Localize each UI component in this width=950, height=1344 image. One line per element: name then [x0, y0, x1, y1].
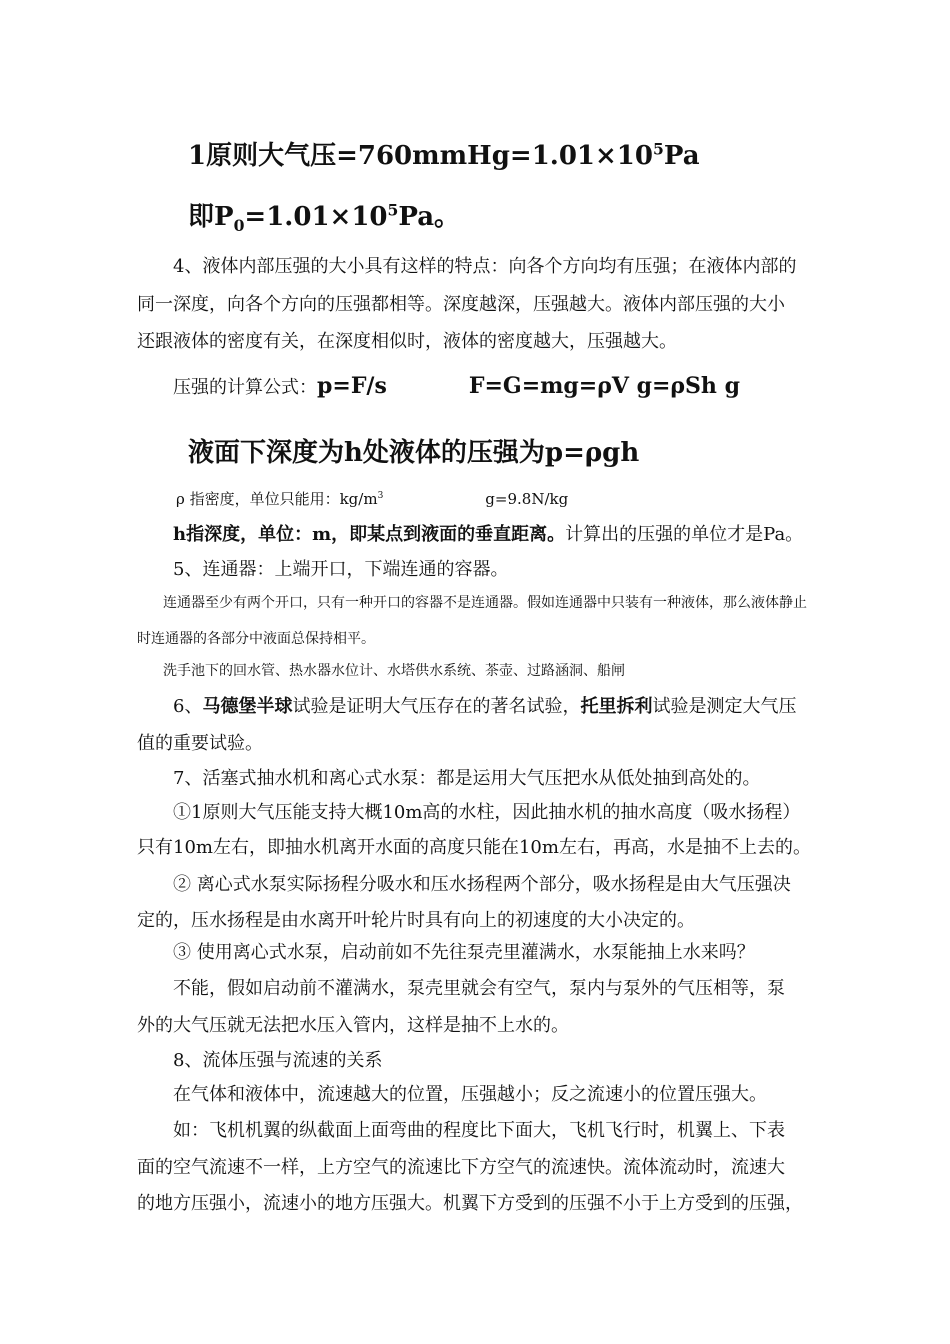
paragraph-line: 还跟液体的密度有关，在深度相似时，液体的密度越大，压强越大。	[137, 331, 677, 352]
section-6: 6、马德堡半球试验是证明大气压存在的著名试验，托里拆利试验是测定大气压	[173, 696, 797, 717]
paragraph-line: ② 离心式水泵实际扬程分吸水和压水扬程两个部分，吸水扬程是由大气压强决	[173, 874, 791, 895]
formula-line: 压强的计算公式：p=F/s F=G=mg=ρV g=ρSh g	[173, 373, 740, 399]
paragraph-line: 同一深度，向各个方向的压强都相等。深度越深，压强越大。液体内部压强的大小	[137, 294, 785, 315]
paragraph-line: ①1原则大气压能支持大概10m高的水柱，因此抽水机的抽水高度（吸水扬程）	[173, 802, 801, 823]
paragraph-line: 外的大气压就无法把水压入管内，这样是抽不上水的。	[137, 1015, 569, 1036]
paragraph-line: 如：飞机机翼的纵截面上面弯曲的程度比下面大，飞机飞行时，机翼上、下表	[173, 1120, 785, 1141]
section-8: 8、流体压强与流速的关系	[173, 1050, 383, 1071]
section-7: 7、活塞式抽水机和离心式水泵：都是运用大气压把水从低处抽到高处的。	[173, 768, 761, 789]
small-note-line: 时连通器的各部分中液面总保持相平。	[137, 631, 375, 647]
paragraph-line: 在气体和液体中，流速越大的位置，压强越小；反之流速小的位置压强大。	[173, 1084, 767, 1105]
heading-p0: 即$P_0=1.01\times 10^5Pa$。	[188, 200, 461, 236]
paragraph-line: 的地方压强小，流速小的地方压强大。机翼下方受到的压强不小于上方受到的压强，	[137, 1193, 803, 1214]
liquid-pressure-heading: 液面下深度为h处液体的压强为p=ρgh	[188, 438, 640, 468]
section-5: 5、连通器：上端开口，下端连通的容器。	[173, 559, 509, 580]
paragraph-line: 不能，假如启动前不灌满水，泵壳里就会有空气，泵内与泵外的气压相等，泵	[173, 978, 785, 999]
small-note-line: 连通器至少有两个开口，只有一种开口的容器不是连通器。假如连通器中只装有一种液体，那么液体静止	[163, 595, 807, 611]
paragraph-line: 面的空气流速不一样，上方空气的流速比下方空气的流速快。流体流动时，流速大	[137, 1157, 785, 1178]
paragraph-line: 只有10m左右，即抽水机离开水面的高度只能在10m左右，再高，水是抽不上去的。	[137, 837, 811, 858]
paragraph-line: ③ 使用离心式水泵，启动前如不先往泵壳里灌满水，水泵能抽上水来吗？	[173, 942, 755, 963]
paragraph-line: 4、液体内部压强的大小具有这样的特点：向各个方向均有压强；在液体内部的	[173, 256, 797, 277]
paragraph-line: 定的，压水扬程是由水离开叶轮片时具有向上的初速度的大小决定的。	[137, 910, 695, 931]
paragraph-line: 值的重要试验。	[137, 733, 263, 754]
density-note: ρ 指密度，单位只能用：$kg/m^3$ g=9.8N/kg	[176, 490, 569, 508]
small-note-line: 洗手池下的回水管、热水器水位计、水塔供水系统、茶壶、过路涵洞、船闸	[163, 663, 625, 679]
depth-note: h指深度，单位：m，即某点到液面的垂直距离。计算出的压强的单位才是Pa。	[173, 524, 804, 545]
heading-standard-atm: 1原则大气压$=760mmHg=1.01\times 10^5Pa$	[188, 139, 700, 171]
